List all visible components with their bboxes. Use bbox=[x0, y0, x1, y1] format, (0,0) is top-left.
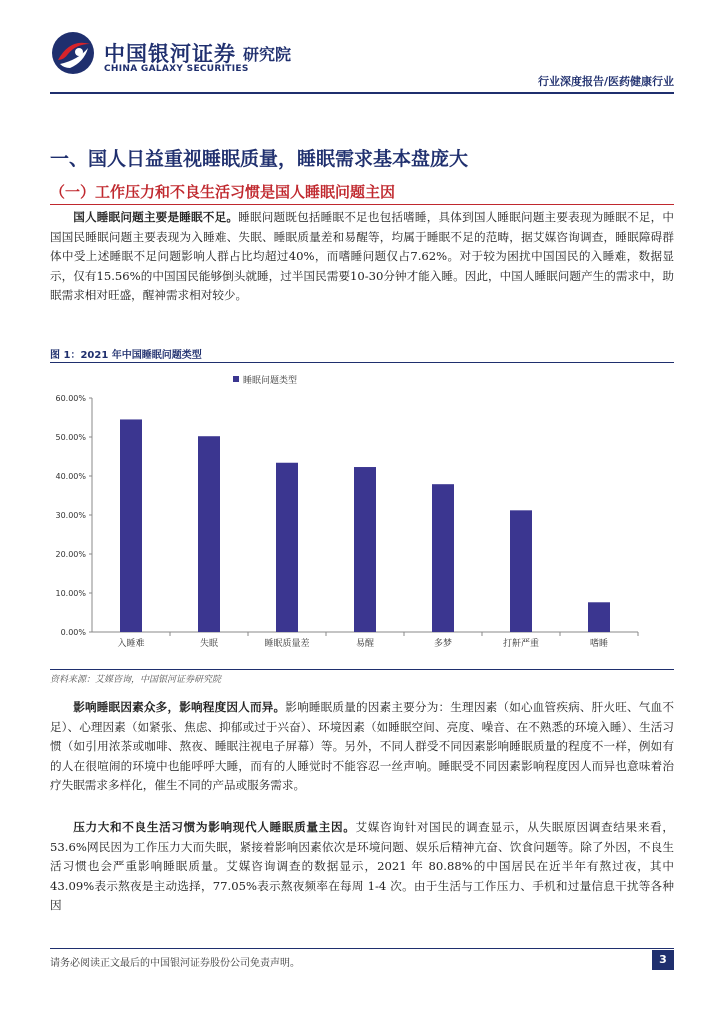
institute-name: 研究院 bbox=[243, 45, 292, 64]
figure-source: 资料来源：艾媒咨询，中国银河证券研究院 bbox=[50, 675, 222, 685]
chart-bars bbox=[120, 419, 610, 632]
x-tick-label: 多梦 bbox=[433, 639, 453, 649]
x-tick-label: 嗜睡 bbox=[589, 639, 609, 649]
y-tick-label: 60.00% bbox=[55, 394, 86, 403]
paragraph-1-lead: 国人睡眠问题主要是睡眠不足。 bbox=[73, 210, 239, 224]
x-tick-label: 易醒 bbox=[355, 639, 375, 649]
paragraph-2-body: 影响睡眠质量的因素主要分为：生理因素（如心血管疾病、肝火旺、气血不足）、心理因素（如紧张、焦虑、抑郁或过于兴奋）、环境因素（如睡眠空间、亮度、噪音、在不熟悉的环境入睡）、生活习惯（如引用浓茶或咖啡、熬夜、睡眠注视电子屏幕）等。另外，不同人群受不同因素影响睡眠质量的程度不一样，例如有的人在很喧闹的环境中也能呼呼大睡，而有的人睡觉时不能容忍一丝声响。睡眠受不同因素影响程度因人而异也意味着治疗失眠需求多样化，催生不同的产品或服务需求。 bbox=[50, 700, 674, 793]
figure-bottom-rule bbox=[50, 669, 674, 670]
paragraph-3-lead: 压力大和不良生活习惯为影响现代人睡眠质量主因。 bbox=[73, 820, 356, 834]
bar bbox=[198, 436, 220, 632]
x-tick-label: 睡眠质量差 bbox=[264, 639, 310, 649]
y-axis-ticks bbox=[55, 394, 92, 637]
y-tick-label: 40.00% bbox=[55, 472, 86, 481]
subsection-divider bbox=[50, 204, 674, 205]
paragraph-2 bbox=[50, 698, 674, 796]
legend-label: 睡眠问题类型 bbox=[243, 376, 298, 386]
paragraph-1 bbox=[50, 208, 674, 306]
page-number: 3 bbox=[652, 950, 674, 970]
x-tick-label: 打鼾严重 bbox=[502, 639, 540, 649]
bar bbox=[588, 602, 610, 632]
bar bbox=[510, 510, 532, 632]
subsection-heading: （一）工作压力和不良生活习惯是国人睡眠问题主因 bbox=[50, 183, 396, 201]
y-tick-label: 20.00% bbox=[55, 550, 86, 559]
figure-top-rule bbox=[50, 362, 674, 363]
y-tick-label: 0.00% bbox=[60, 628, 86, 637]
y-tick-label: 50.00% bbox=[55, 433, 86, 442]
x-tick-label: 入睡难 bbox=[117, 639, 145, 649]
bar bbox=[120, 419, 142, 632]
x-tick-label: 失眠 bbox=[199, 639, 219, 649]
bar bbox=[432, 484, 454, 632]
report-category: 行业深度报告/医药健康行业 bbox=[537, 75, 674, 88]
paragraph-1-body: 睡眠问题既包括睡眠不足也包括嗜睡，具体到国人睡眠问题主要表现为睡眠不足，中国国民睡眠问题主要表现为入睡难、失眠、睡眠质量差和易醒等，均属于睡眠不足的范畴，据艾媒咨询调查，睡眠障碍群体中受上述睡眠不足问题影响人群占比均超过40%，而嗜睡问题仅占7.62%。对于较为困扰中国国民的入睡难，数据显示，仅有15.56%的中国国民能够倒头就睡，过半国民需要10-30分钟才能入睡。因此，中国人睡眠问题产生的需求中，助眠需求相对旺盛，醒神需求相对较少。 bbox=[50, 210, 674, 303]
figure-title: 图 1：2021 年中国睡眠问题类型 bbox=[50, 350, 202, 361]
paragraph-3 bbox=[50, 818, 674, 916]
section-heading: 一、国人日益重视睡眠质量，睡眠需求基本盘庞大 bbox=[50, 148, 469, 170]
legend-swatch bbox=[233, 376, 239, 382]
y-tick-label: 10.00% bbox=[55, 589, 86, 598]
x-axis-labels bbox=[117, 632, 638, 649]
paragraph-3-body: 艾媒咨询针对国民的调查显示，从失眠原因调查结果来看，53.6%网民因为工作压力大而失眠，紧接着影响因素依次是环境问题、娱乐后精神亢奋、饮食问题等。除了外因，不良生活习惯也会严重影响睡眠质量。艾媒咨询调查的数据显示，2021 年 80.88%的中国居民在近半年有熬过夜，其中 43.09%表示熬夜是主动选择，77.05%表示熬夜频率在每周 1-4 次。由于生活与工作压力、手机和过量信息干扰等各种因 bbox=[50, 820, 674, 913]
bar bbox=[276, 463, 298, 632]
bar bbox=[354, 467, 376, 632]
page-header bbox=[0, 0, 724, 100]
company-name-en: CHINA GALAXY SECURITIES bbox=[104, 64, 249, 74]
footer-divider bbox=[50, 948, 674, 949]
footer-disclaimer: 请务必阅读正文最后的中国银河证券股份公司免责声明。 bbox=[50, 958, 300, 969]
chart-legend bbox=[233, 374, 297, 386]
galaxy-logo-icon bbox=[50, 30, 96, 76]
company-name-cn: 中国银河证券 bbox=[104, 42, 236, 66]
paragraph-2-lead: 影响睡眠因素众多，影响程度因人而异。 bbox=[73, 700, 286, 714]
sleep-problem-bar-chart bbox=[50, 365, 674, 665]
y-tick-label: 30.00% bbox=[55, 511, 86, 520]
header-divider bbox=[50, 92, 674, 94]
